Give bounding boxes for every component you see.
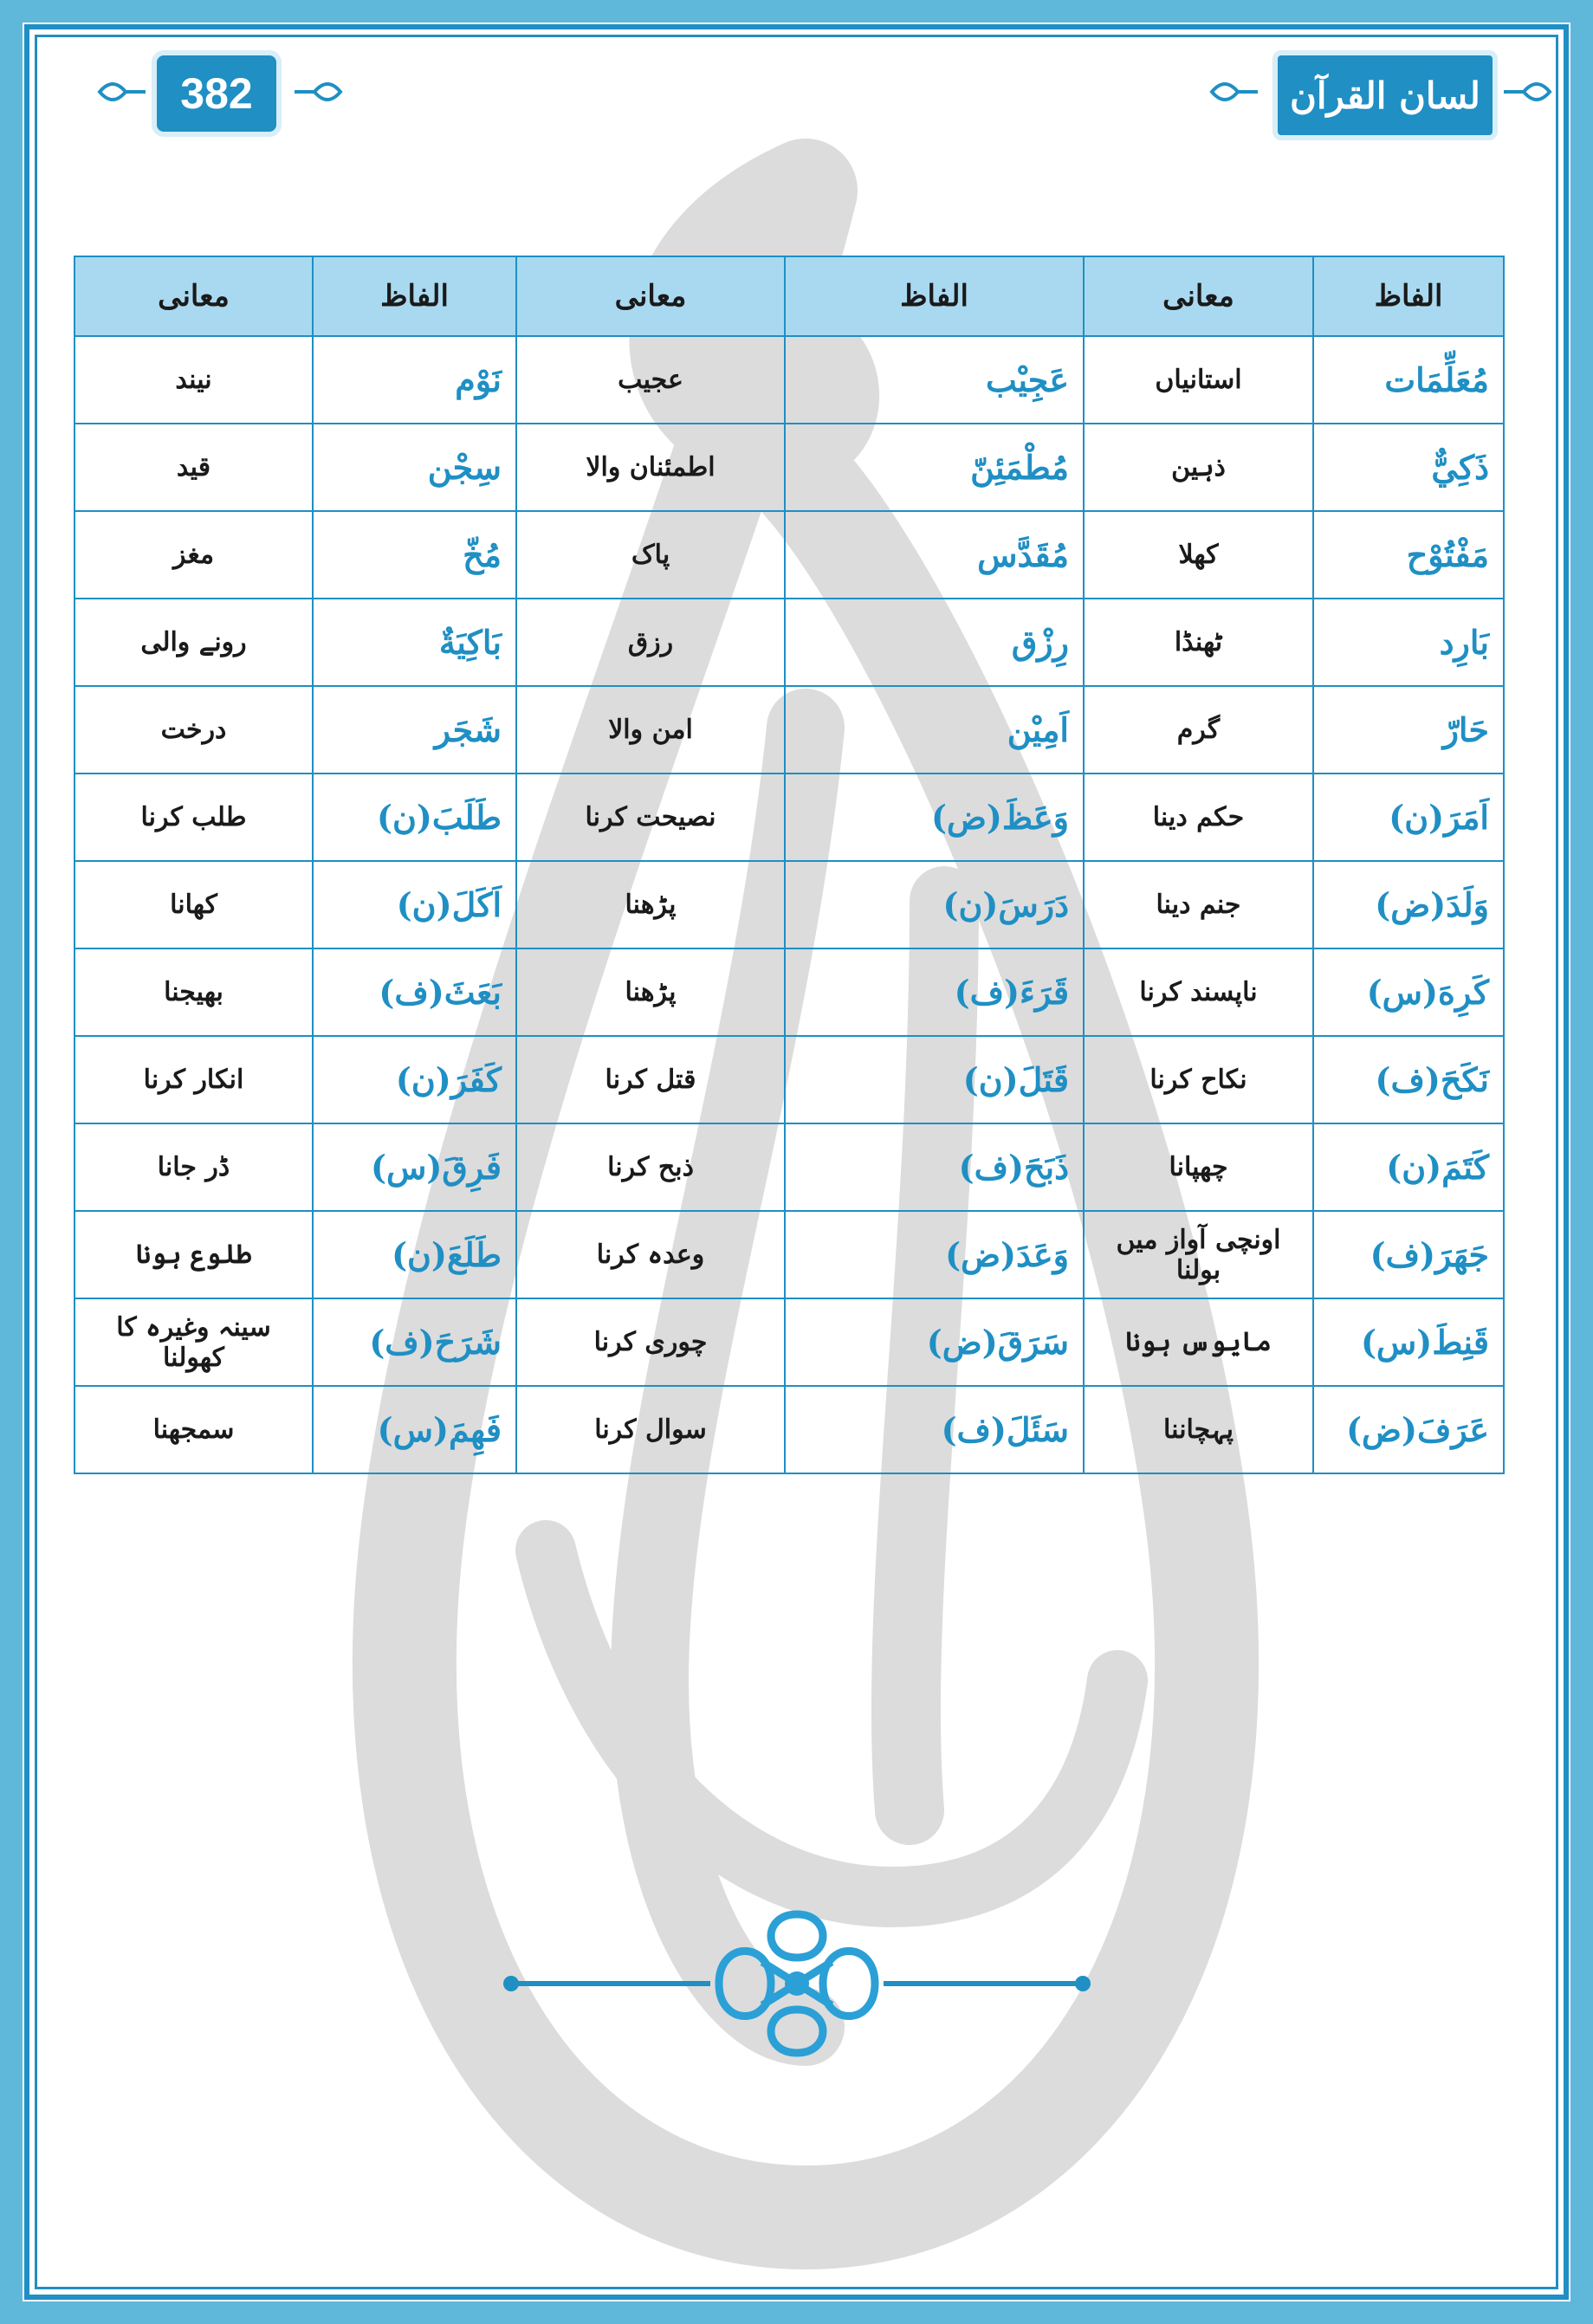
word-cell: ذَكِيٌّ xyxy=(1313,424,1504,511)
meaning-cell: طلوع ہونا xyxy=(74,1211,313,1298)
meaning-cell: عجیب xyxy=(516,336,785,424)
meaning-cell: سوال کرنا xyxy=(516,1386,785,1473)
meaning-cell: قید xyxy=(74,424,313,511)
table-row xyxy=(74,774,1504,861)
meaning-cell: رونے والی xyxy=(74,599,313,686)
column-header: معانی xyxy=(1084,256,1313,336)
word-cell: مُعَلِّمَات xyxy=(1313,336,1504,424)
word-cell: كَتَمَ(ن) xyxy=(1313,1123,1504,1211)
meaning-cell: اونچی آواز میں بولنا xyxy=(1084,1211,1313,1298)
word-cell: عَرَفَ(ض) xyxy=(1313,1386,1504,1473)
meaning-cell: ناپسند کرنا xyxy=(1084,948,1313,1036)
word-cell: نَكَحَ(ف) xyxy=(1313,1036,1504,1123)
meaning-cell: استانیاں xyxy=(1084,336,1313,424)
meaning-cell: سمجھنا xyxy=(74,1386,313,1473)
page-number: 382 xyxy=(152,50,282,137)
word-cell: قَرَءَ(ف) xyxy=(785,948,1084,1036)
meaning-cell: رزق xyxy=(516,599,785,686)
meaning-cell: اطمئنان والا xyxy=(516,424,785,511)
word-cell: بَعَثَ(ف) xyxy=(313,948,516,1036)
table-row xyxy=(74,1386,1504,1473)
meaning-cell: پاک xyxy=(516,511,785,599)
meaning-cell: ذہین xyxy=(1084,424,1313,511)
word-cell: سَرَقَ(ض) xyxy=(785,1298,1084,1386)
word-cell: كَرِهَ(س) xyxy=(1313,948,1504,1036)
word-cell: وَلَدَ(ض) xyxy=(1313,861,1504,948)
flourish-ornament-icon xyxy=(1208,74,1260,109)
word-cell: اَكَلَ(ن) xyxy=(313,861,516,948)
table-row xyxy=(74,948,1504,1036)
word-cell: قَنِطَ(س) xyxy=(1313,1298,1504,1386)
word-cell: ذَبَحَ(ف) xyxy=(785,1123,1084,1211)
column-header: الفاظ xyxy=(1313,256,1504,336)
book-title: لسان القرآن xyxy=(1272,50,1498,140)
word-cell: مُقَدَّس xyxy=(785,511,1084,599)
meaning-cell: نصیحت کرنا xyxy=(516,774,785,861)
table-row xyxy=(74,686,1504,774)
word-cell: اَمِيْن xyxy=(785,686,1084,774)
meaning-cell: نیند xyxy=(74,336,313,424)
meaning-cell: مغز xyxy=(74,511,313,599)
meaning-cell: ٹھنڈا xyxy=(1084,599,1313,686)
table-row xyxy=(74,1036,1504,1123)
table-header-row xyxy=(74,256,1504,336)
flourish-ornament-icon xyxy=(95,74,147,109)
meaning-cell: ڈر جانا xyxy=(74,1123,313,1211)
word-cell: بَاكِيَةٌ xyxy=(313,599,516,686)
word-cell: قَتَلَ(ن) xyxy=(785,1036,1084,1123)
word-cell: رِزْق xyxy=(785,599,1084,686)
table-row xyxy=(74,424,1504,511)
meaning-cell: بھیجنا xyxy=(74,948,313,1036)
table-row xyxy=(74,1298,1504,1386)
word-cell: وَعَدَ(ض) xyxy=(785,1211,1084,1298)
column-header: معانی xyxy=(74,256,313,336)
table-row xyxy=(74,511,1504,599)
meaning-cell: چھپانا xyxy=(1084,1123,1313,1211)
word-cell: فَهِمَ(س) xyxy=(313,1386,516,1473)
table-row xyxy=(74,1211,1504,1298)
word-cell: دَرَسَ(ن) xyxy=(785,861,1084,948)
meaning-cell: طلب کرنا xyxy=(74,774,313,861)
table-row xyxy=(74,599,1504,686)
word-cell: فَرِقَ(س) xyxy=(313,1123,516,1211)
vocabulary-table xyxy=(74,256,1505,1474)
meaning-cell: نکاح کرنا xyxy=(1084,1036,1313,1123)
divider-ornament-icon xyxy=(502,1880,1091,2088)
word-cell: مُطْمَئِنّ xyxy=(785,424,1084,511)
word-cell: شَجَر xyxy=(313,686,516,774)
word-cell: كَفَرَ(ن) xyxy=(313,1036,516,1123)
word-cell: شَرَحَ(ف) xyxy=(313,1298,516,1386)
flourish-ornament-icon xyxy=(1502,74,1554,109)
meaning-cell: قتل کرنا xyxy=(516,1036,785,1123)
meaning-cell: درخت xyxy=(74,686,313,774)
column-header: الفاظ xyxy=(313,256,516,336)
meaning-cell: وعدہ کرنا xyxy=(516,1211,785,1298)
word-cell: عَجِيْب xyxy=(785,336,1084,424)
meaning-cell: گرم xyxy=(1084,686,1313,774)
word-cell: جَهَرَ(ف) xyxy=(1313,1211,1504,1298)
flourish-ornament-icon xyxy=(293,74,345,109)
meaning-cell: جنم دینا xyxy=(1084,861,1313,948)
table-row xyxy=(74,1123,1504,1211)
word-cell: بَارِد xyxy=(1313,599,1504,686)
meaning-cell: پڑھنا xyxy=(516,948,785,1036)
word-cell: مَفْتُوْح xyxy=(1313,511,1504,599)
meaning-cell: پڑھنا xyxy=(516,861,785,948)
meaning-cell: مایوس ہونا xyxy=(1084,1298,1313,1386)
word-cell: اَمَرَ(ن) xyxy=(1313,774,1504,861)
meaning-cell: چوری کرنا xyxy=(516,1298,785,1386)
meaning-cell: ذبح کرنا xyxy=(516,1123,785,1211)
word-cell: طَلَبَ(ن) xyxy=(313,774,516,861)
meaning-cell: کھانا xyxy=(74,861,313,948)
column-header: الفاظ xyxy=(785,256,1084,336)
meaning-cell: امن والا xyxy=(516,686,785,774)
word-cell: طَلَعَ(ن) xyxy=(313,1211,516,1298)
table-row xyxy=(74,336,1504,424)
meaning-cell: حکم دینا xyxy=(1084,774,1313,861)
meaning-cell: پہچاننا xyxy=(1084,1386,1313,1473)
table-row xyxy=(74,861,1504,948)
word-cell: سَئَلَ(ف) xyxy=(785,1386,1084,1473)
word-cell: سِجْن xyxy=(313,424,516,511)
column-header: معانی xyxy=(516,256,785,336)
word-cell: وَعَظَ(ض) xyxy=(785,774,1084,861)
meaning-cell: کھلا xyxy=(1084,511,1313,599)
word-cell: نَوْم xyxy=(313,336,516,424)
word-cell: مُخّ xyxy=(313,511,516,599)
word-cell: حَارّ xyxy=(1313,686,1504,774)
meaning-cell: انکار کرنا xyxy=(74,1036,313,1123)
meaning-cell: سینہ وغیرہ کا کھولنا xyxy=(74,1298,313,1386)
